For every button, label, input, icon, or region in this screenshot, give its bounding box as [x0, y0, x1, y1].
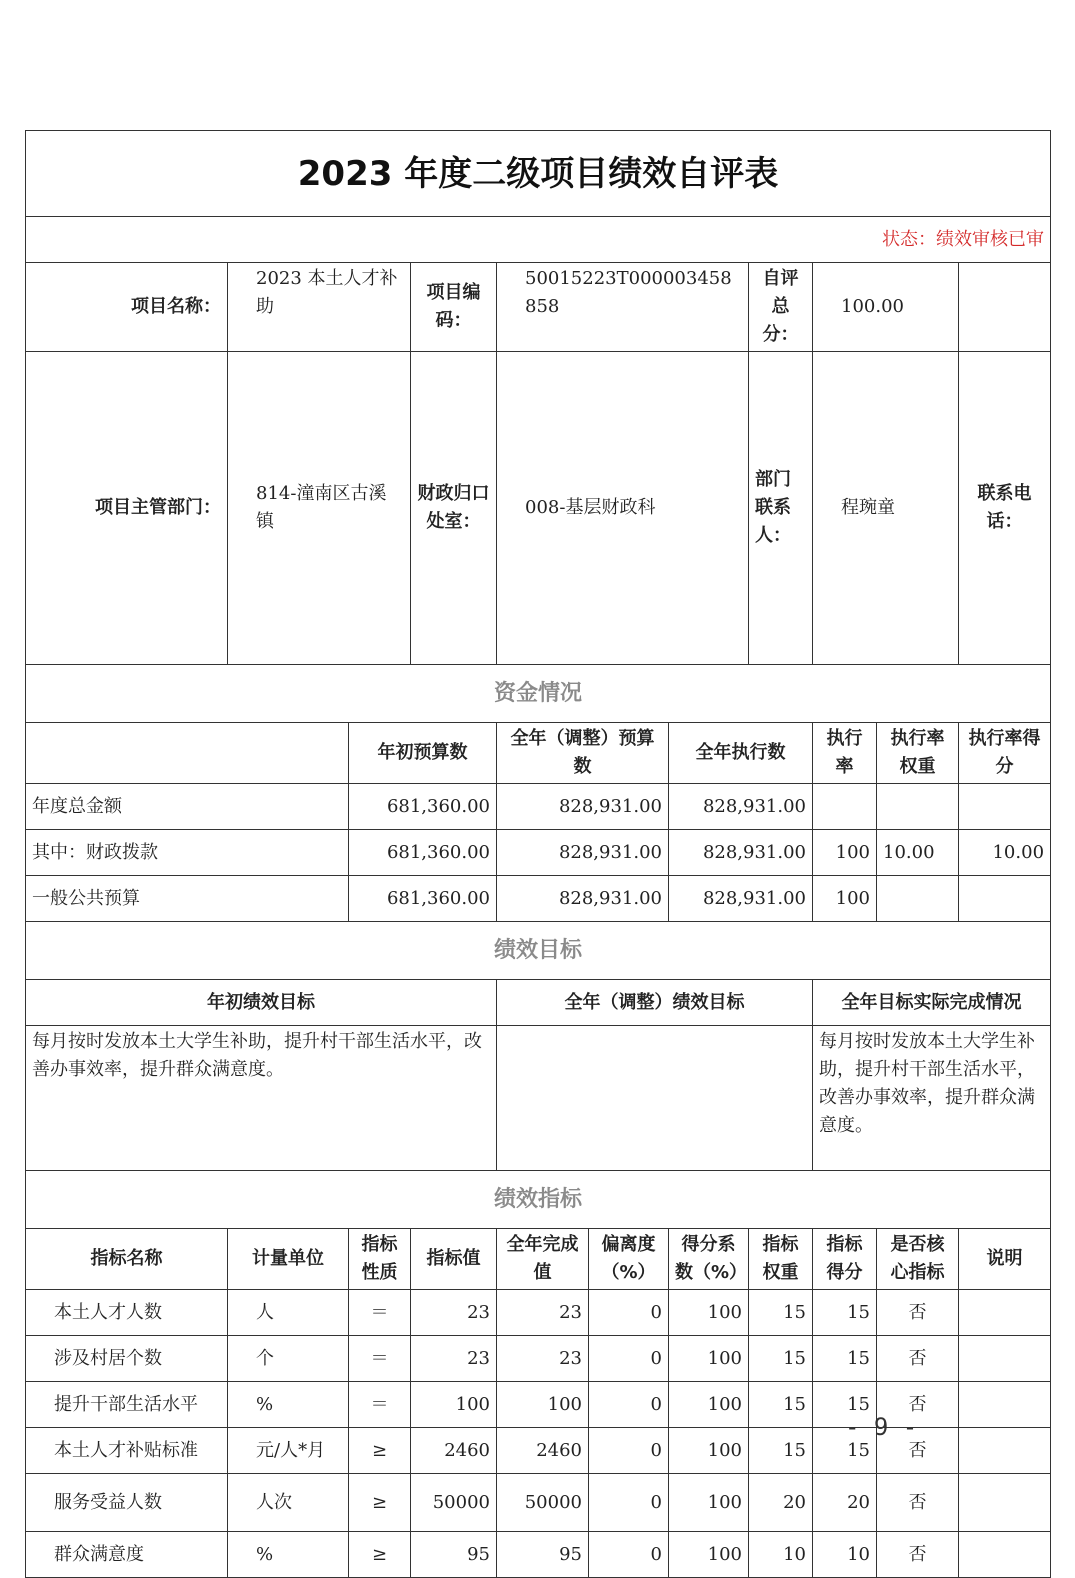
funds-header: 执行率	[813, 723, 877, 784]
funds-row	[26, 876, 1051, 922]
indicator-coef: 100	[669, 1474, 749, 1532]
goals-header-initial: 年初绩效目标	[26, 980, 497, 1026]
indicator-deviation: 0	[589, 1532, 669, 1578]
project-name: 2023 本土人才补助	[228, 263, 411, 352]
indicator-row	[26, 1532, 1051, 1578]
funds-section-title: 资金情况	[26, 665, 1051, 723]
indicator-target: 95	[411, 1532, 497, 1578]
project-code-label: 项目编码：	[411, 263, 497, 352]
indicator-score: 10	[813, 1532, 877, 1578]
indicator-deviation: 0	[589, 1290, 669, 1336]
indicator-core: 否	[877, 1382, 959, 1428]
indicator-header: 计量单位	[228, 1229, 349, 1290]
funds-executed: 828,931.00	[669, 876, 813, 922]
goals-adjusted-text	[497, 1026, 813, 1171]
page-number: - 9 -	[845, 1413, 918, 1441]
funds-row-name: 其中：财政拨款	[26, 830, 349, 876]
funds-header: 年初预算数	[349, 723, 497, 784]
funds-weight	[877, 784, 959, 830]
indicator-score: 20	[813, 1474, 877, 1532]
dept-label: 项目主管部门：	[26, 352, 228, 665]
funds-header: 执行率权重	[877, 723, 959, 784]
self-score: 100.00	[813, 263, 959, 352]
indicator-coef: 100	[669, 1336, 749, 1382]
indicator-header: 偏离度（%）	[589, 1229, 669, 1290]
indicator-core: 否	[877, 1290, 959, 1336]
indicator-nature: ＝	[349, 1290, 411, 1336]
indicator-target: 23	[411, 1336, 497, 1382]
indicator-row	[26, 1474, 1051, 1532]
finance-office: 008-基层财政科	[497, 352, 749, 665]
indicator-weight: 15	[749, 1382, 813, 1428]
indicator-note	[959, 1290, 1051, 1336]
project-name-label: 项目名称：	[26, 263, 228, 352]
indicator-core: 否	[877, 1532, 959, 1578]
funds-header: 全年（调整）预算数	[497, 723, 669, 784]
indicator-header: 全年完成值	[497, 1229, 589, 1290]
page-title: 2023 年度二级项目绩效自评表	[26, 131, 1051, 217]
indicator-name: 本土人才人数	[26, 1290, 228, 1336]
indicator-deviation: 0	[589, 1336, 669, 1382]
indicator-actual: 2460	[497, 1428, 589, 1474]
indicator-deviation: 0	[589, 1428, 669, 1474]
indicator-nature: ＝	[349, 1336, 411, 1382]
funds-initial: 681,360.00	[349, 876, 497, 922]
indicator-core: 否	[877, 1474, 959, 1532]
indicator-target: 50000	[411, 1474, 497, 1532]
indicator-unit: %	[228, 1532, 349, 1578]
indicator-coef: 100	[669, 1428, 749, 1474]
indicator-header: 指标得分	[813, 1229, 877, 1290]
dept-name: 814-潼南区古溪镇	[228, 352, 411, 665]
indicator-core: 否	[877, 1336, 959, 1382]
indicator-name: 群众满意度	[26, 1532, 228, 1578]
indicator-header: 指标名称	[26, 1229, 228, 1290]
indicator-note	[959, 1336, 1051, 1382]
indicator-core: 否	[877, 1428, 959, 1474]
funds-weight	[877, 876, 959, 922]
indicator-target: 2460	[411, 1428, 497, 1474]
indicator-score: 15	[813, 1290, 877, 1336]
self-score-label: 自评总分：	[749, 263, 813, 352]
indicator-unit: 元/人*月	[228, 1428, 349, 1474]
goals-header-adjusted: 全年（调整）绩效目标	[497, 980, 813, 1026]
indicator-actual: 23	[497, 1290, 589, 1336]
project-code: 50015223T000003458858	[497, 263, 749, 352]
funds-row	[26, 784, 1051, 830]
funds-weight: 10.00	[877, 830, 959, 876]
indicator-header: 指标权重	[749, 1229, 813, 1290]
indicator-name: 本土人才补贴标准	[26, 1428, 228, 1474]
funds-score	[959, 784, 1051, 830]
indicator-note	[959, 1382, 1051, 1428]
goals-section-title: 绩效目标	[26, 922, 1051, 980]
status-text: 状态：绩效审核已审	[26, 217, 1051, 263]
phone-label: 联系电话：	[959, 352, 1051, 665]
funds-row	[26, 830, 1051, 876]
indicator-nature: ＝	[349, 1382, 411, 1428]
indicator-weight: 10	[749, 1532, 813, 1578]
indicator-coef: 100	[669, 1532, 749, 1578]
funds-row-name: 一般公共预算	[26, 876, 349, 922]
funds-header: 执行率得分	[959, 723, 1051, 784]
goals-header-actual: 全年目标实际完成情况	[813, 980, 1051, 1026]
indicator-score: 15	[813, 1382, 877, 1428]
funds-initial: 681,360.00	[349, 830, 497, 876]
funds-executed: 828,931.00	[669, 784, 813, 830]
indicator-actual: 95	[497, 1532, 589, 1578]
empty-cell	[959, 263, 1051, 352]
goals-initial-text: 每月按时发放本土大学生补助，提升村干部生活水平，改善办事效率，提升群众满意度。	[26, 1026, 497, 1171]
indicator-deviation: 0	[589, 1474, 669, 1532]
indicator-weight: 15	[749, 1428, 813, 1474]
indicator-name: 服务受益人数	[26, 1474, 228, 1532]
contact-name: 程琬童	[813, 352, 959, 665]
indicators-section-title: 绩效指标	[26, 1171, 1051, 1229]
goals-actual-text: 每月按时发放本土大学生补助，提升村干部生活水平，改善办事效率，提升群众满意度。	[813, 1026, 1051, 1171]
funds-adjusted: 828,931.00	[497, 830, 669, 876]
funds-adjusted: 828,931.00	[497, 876, 669, 922]
funds-rate: 100	[813, 830, 877, 876]
indicator-header: 得分系数（%）	[669, 1229, 749, 1290]
indicator-coef: 100	[669, 1382, 749, 1428]
indicator-coef: 100	[669, 1290, 749, 1336]
funds-executed: 828,931.00	[669, 830, 813, 876]
indicator-weight: 20	[749, 1474, 813, 1532]
indicator-row	[26, 1336, 1051, 1382]
funds-score: 10.00	[959, 830, 1051, 876]
indicator-row	[26, 1290, 1051, 1336]
indicator-target: 100	[411, 1382, 497, 1428]
funds-rate: 100	[813, 876, 877, 922]
indicator-score: 15	[813, 1428, 877, 1474]
indicator-header: 指标性质	[349, 1229, 411, 1290]
indicator-note	[959, 1532, 1051, 1578]
funds-adjusted: 828,931.00	[497, 784, 669, 830]
indicator-header: 说明	[959, 1229, 1051, 1290]
indicator-header: 指标值	[411, 1229, 497, 1290]
indicator-name: 提升干部生活水平	[26, 1382, 228, 1428]
indicator-nature: ≥	[349, 1532, 411, 1578]
indicator-unit: %	[228, 1382, 349, 1428]
indicator-name: 涉及村居个数	[26, 1336, 228, 1382]
funds-initial: 681,360.00	[349, 784, 497, 830]
funds-rate	[813, 784, 877, 830]
indicator-deviation: 0	[589, 1382, 669, 1428]
indicator-weight: 15	[749, 1290, 813, 1336]
indicator-weight: 15	[749, 1336, 813, 1382]
funds-row-name: 年度总金额	[26, 784, 349, 830]
indicator-target: 23	[411, 1290, 497, 1336]
indicator-note	[959, 1474, 1051, 1532]
contact-label: 部门联系人：	[749, 352, 813, 665]
indicator-actual: 23	[497, 1336, 589, 1382]
indicator-unit: 个	[228, 1336, 349, 1382]
indicator-header: 是否核心指标	[877, 1229, 959, 1290]
finance-office-label: 财政归口处室：	[411, 352, 497, 665]
indicator-unit: 人	[228, 1290, 349, 1336]
indicator-score: 15	[813, 1336, 877, 1382]
indicator-note	[959, 1428, 1051, 1474]
indicator-nature: ≥	[349, 1474, 411, 1532]
funds-header-blank	[26, 723, 349, 784]
evaluation-table	[25, 130, 1051, 1578]
funds-header: 全年执行数	[669, 723, 813, 784]
funds-score	[959, 876, 1051, 922]
indicator-nature: ≥	[349, 1428, 411, 1474]
indicator-actual: 50000	[497, 1474, 589, 1532]
indicator-unit: 人次	[228, 1474, 349, 1532]
indicator-actual: 100	[497, 1382, 589, 1428]
